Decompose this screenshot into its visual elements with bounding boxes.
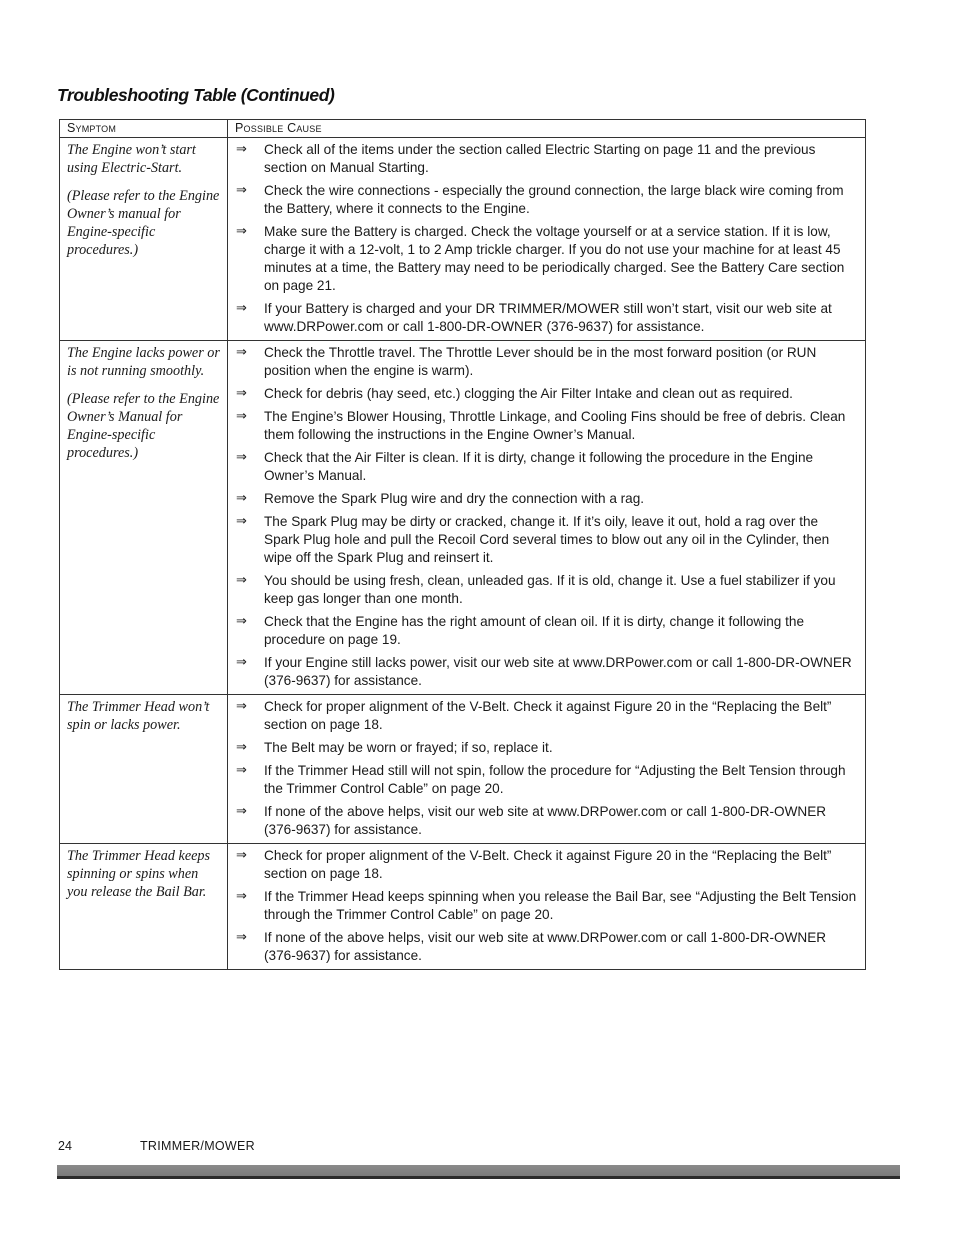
cause-item	[234, 929, 857, 965]
double-arrow-icon: ⇒	[236, 491, 247, 506]
symptom-cell	[60, 138, 228, 341]
causes-cell	[228, 695, 866, 844]
table-header-row	[60, 120, 866, 138]
double-arrow-icon: ⇒	[236, 409, 247, 424]
cause-text: Check the wire connections - especially the ground connection, the large black wire coming from the Battery, where it connects to the Engine.	[264, 183, 844, 216]
double-arrow-icon: ⇒	[236, 804, 247, 819]
cause-text: If none of the above helps, visit our web site at www.DRPower.com or call 1-800-DR-OWNER (376-9637) for assistance.	[264, 930, 827, 963]
double-arrow-icon: ⇒	[236, 450, 247, 465]
table-row	[60, 695, 866, 844]
cause-item	[234, 698, 857, 734]
cause-item	[234, 613, 857, 649]
double-arrow-icon: ⇒	[236, 763, 247, 778]
cause-text: If the Trimmer Head still will not spin, follow the procedure for “Adjusting the Belt Tension through the Trimmer Control Cable” on page 20.	[264, 763, 846, 796]
cause-text: Check that the Engine has the right amount of clean oil. If it is dirty, change it following the procedure on page 19.	[264, 614, 805, 647]
double-arrow-icon: ⇒	[236, 614, 247, 629]
table-row	[60, 844, 866, 970]
cause-text: Check that the Air Filter is clean. If it is dirty, change it following the procedure in the Engine Owner’s Manual.	[264, 450, 814, 483]
double-arrow-icon: ⇒	[236, 848, 247, 863]
footer-title: TRIMMER/MOWER	[140, 1139, 255, 1153]
header-possible-cause: Possible Cause	[228, 120, 866, 138]
cause-item	[234, 300, 857, 336]
header-symptom: Symptom	[60, 120, 228, 138]
cause-list	[234, 698, 857, 839]
page-number: 24	[58, 1139, 72, 1153]
cause-text: Check for debris (hay seed, etc.) clogging the Air Filter Intake and clean out as required.	[264, 386, 793, 401]
cause-text: The Spark Plug may be dirty or cracked, change it. If it’s oily, leave it out, hold a rag over the Spark Plug hole and pull the Recoil Cord several times to blow out any oil in the Cylinder, then wipe off the Spark Plug and reinsert it.	[264, 514, 830, 565]
cause-text: Check for proper alignment of the V-Belt. Check it against Figure 20 in the “Replacing the Belt” section on page 18.	[264, 848, 832, 881]
causes-cell	[228, 138, 866, 341]
table-row	[60, 138, 866, 341]
cause-text: If none of the above helps, visit our web site at www.DRPower.com or call 1-800-DR-OWNER (376-9637) for assistance.	[264, 804, 827, 837]
footer-rule	[57, 1165, 900, 1176]
cause-text: If your Battery is charged and your DR TRIMMER/MOWER still won’t start, visit our web site at www.DRPower.com or call 1-800-DR-OWNER (376-9637) for assistance.	[264, 301, 832, 334]
cause-item	[234, 344, 857, 380]
symptom-text: The Engine lacks power or is not running smoothly.	[67, 345, 220, 379]
symptom-note: (Please refer to the Engine Owner’s Manual for Engine-specific procedures.)	[67, 391, 220, 461]
double-arrow-icon: ⇒	[236, 142, 247, 157]
cause-text: Remove the Spark Plug wire and dry the connection with a rag.	[264, 491, 645, 506]
double-arrow-icon: ⇒	[236, 345, 247, 360]
cause-item	[234, 572, 857, 608]
cause-item	[234, 654, 857, 690]
cause-item	[234, 739, 857, 757]
double-arrow-icon: ⇒	[236, 930, 247, 945]
causes-cell	[228, 341, 866, 695]
footer-rule-dark	[57, 1176, 900, 1179]
symptom-cell	[60, 844, 228, 970]
cause-item	[234, 490, 857, 508]
cause-text: You should be using fresh, clean, unleaded gas. If it is old, change it. Use a fuel stabilizer if you keep gas longer than one month.	[264, 573, 836, 606]
troubleshooting-table	[59, 119, 866, 970]
symptom-note: (Please refer to the Engine Owner’s manual for Engine-specific procedures.)	[67, 188, 220, 258]
causes-cell	[228, 844, 866, 970]
cause-text: Make sure the Battery is charged. Check the voltage yourself or at a service station. If it is low, charge it with a 12-volt, 1 to 2 Amp trickle charger. If you do not use your machine for at least 45 minutes at a time, the Battery may need to be periodically charged. See the Battery Care section on page 21.	[264, 224, 845, 293]
cause-item	[234, 888, 857, 924]
double-arrow-icon: ⇒	[236, 740, 247, 755]
symptom-cell	[60, 695, 228, 844]
cause-item	[234, 182, 857, 218]
cause-text: Check all of the items under the section called Electric Starting on page 11 and the previous section on Manual Starting.	[264, 142, 816, 175]
table-row	[60, 341, 866, 695]
cause-item	[234, 408, 857, 444]
double-arrow-icon: ⇒	[236, 183, 247, 198]
double-arrow-icon: ⇒	[236, 699, 247, 714]
page-heading: Troubleshooting Table (Continued)	[57, 85, 335, 105]
cause-text: If the Trimmer Head keeps spinning when you release the Bail Bar, see “Adjusting the Belt Tension through the Trimmer Control Cable” on page 20.	[264, 889, 857, 922]
double-arrow-icon: ⇒	[236, 655, 247, 670]
double-arrow-icon: ⇒	[236, 224, 247, 239]
cause-item	[234, 513, 857, 567]
symptom-text: The Engine won’t start using Electric-Start.	[67, 142, 196, 176]
cause-text: Check the Throttle travel. The Throttle Lever should be in the most forward position (or RUN position when the engine is warm).	[264, 345, 817, 378]
double-arrow-icon: ⇒	[236, 514, 247, 529]
cause-text: The Belt may be worn or frayed; if so, replace it.	[264, 740, 553, 755]
double-arrow-icon: ⇒	[236, 889, 247, 904]
cause-item	[234, 223, 857, 295]
symptom-cell	[60, 341, 228, 695]
cause-item	[234, 847, 857, 883]
cause-item	[234, 449, 857, 485]
double-arrow-icon: ⇒	[236, 301, 247, 316]
cause-item	[234, 385, 857, 403]
double-arrow-icon: ⇒	[236, 573, 247, 588]
double-arrow-icon: ⇒	[236, 386, 247, 401]
cause-text: If your Engine still lacks power, visit our web site at www.DRPower.com or call 1-800-DR-OWNER (376-9637) for assistance.	[264, 655, 852, 688]
cause-item	[234, 762, 857, 798]
symptom-text: The Trimmer Head won’t spin or lacks power.	[67, 699, 210, 733]
cause-item	[234, 803, 857, 839]
symptom-text: The Trimmer Head keeps spinning or spins when you release the Bail Bar.	[67, 848, 211, 900]
cause-list	[234, 344, 857, 690]
cause-list	[234, 847, 857, 965]
cause-item	[234, 141, 857, 177]
cause-text: The Engine’s Blower Housing, Throttle Linkage, and Cooling Fins should be free of debris. Clean them following the instructions in the Engine Owner’s Manual.	[264, 409, 846, 442]
cause-list	[234, 141, 857, 336]
cause-text: Check for proper alignment of the V-Belt. Check it against Figure 20 in the “Replacing the Belt” section on page 18.	[264, 699, 832, 732]
